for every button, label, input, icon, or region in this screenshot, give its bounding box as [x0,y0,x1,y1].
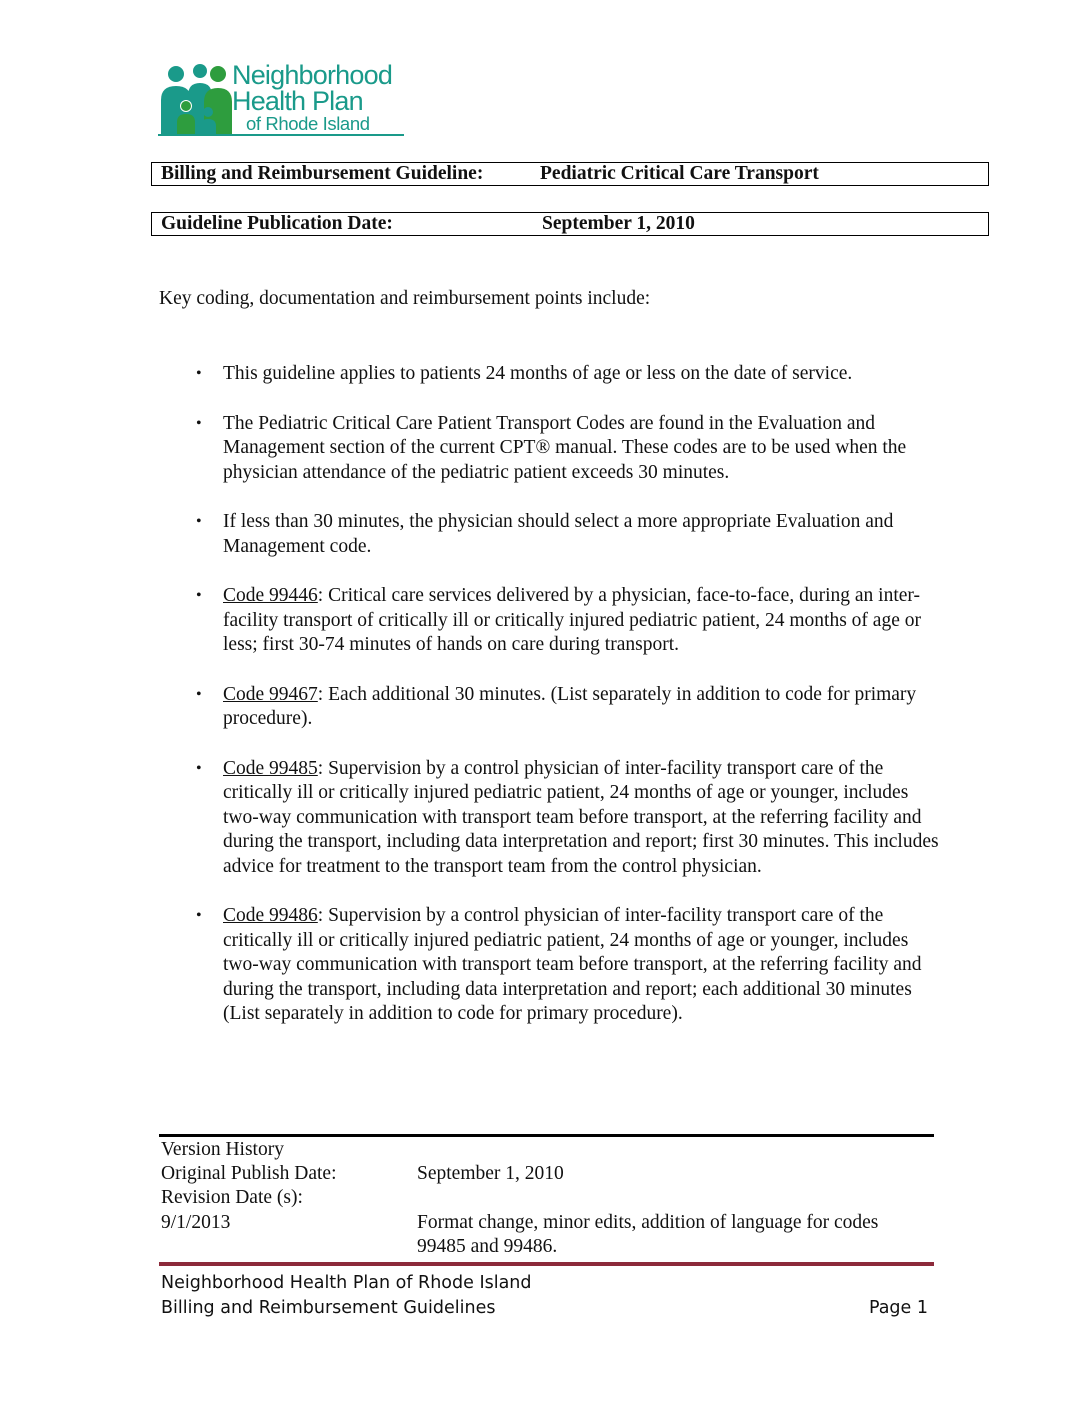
revision-description-line-2: 99485 and 99486. [417,1236,558,1257]
logo-underline [158,134,404,136]
code-label: Code 99467 [223,683,318,705]
logo-line-2: Health Plan [232,86,363,116]
page-number: Page 1 [868,1298,928,1318]
publication-date-box [151,212,989,236]
publication-date-label: Guideline Publication Date: [161,213,393,234]
guideline-title-box [151,162,989,186]
original-publish-value: September 1, 2010 [417,1163,564,1184]
list-item-text: : Supervision by a control physician of inter-facility transport care of the critically ill or critically injured pediatric patient, 24 months of age or younger, includes two-way communication with transport team before transport, at the referring facility and during the transport, including data interpretation and report; each additional 30 minutes (List separately in addition to code for primary procedure). [223,905,922,1024]
list-item-text: : Each additional 30 minutes. (List separately in addition to code for primary procedure). [223,683,917,729]
code-label: Code 99486 [223,905,318,926]
version-history-title: Version History [161,1139,284,1160]
list-item [196,412,943,486]
logo-line-3: of Rhode Island [246,113,370,134]
list-item-text: : Supervision by a control physician of inter-facility transport care of the critically ill or critically injured pediatric patient, 24 months of age or younger, includes two-way communication with transport team before transport, at the referring facility and during the transport, including data interpretation and report; first 30 minutes. This includes advice for treatment to the transport team from the control physician. [223,757,939,877]
revision-date-value: 9/1/2013 [161,1212,231,1233]
bullet-icon: • [196,685,202,703]
list-item [196,683,943,732]
footer-document-title: Billing and Reimbursement Guidelines [161,1298,496,1318]
guideline-title: Pediatric Critical Care Transport [540,163,819,184]
list-item-text: : Critical care services delivered by a physician, face-to-face, during an inter-facility transport of critically ill or critically injured pediatric patient, 24 months of age or less; first 30-74 minutes of hands on care during transport. [223,585,921,655]
list-item-text: The Pediatric Critical Care Patient Transport Codes are found in the Evaluation and Management section of the current CPT® manual. These codes are to be used when the physician attendance of the pediatric patient exceeds 30 minutes. [223,412,907,483]
list-item [196,510,943,559]
intro-text: Key coding, documentation and reimbursement points include: [159,288,651,309]
family-figures-icon [158,60,238,136]
list-item-text: If less than 30 minutes, the physician should select a more appropriate Evaluation and Management code. [223,511,894,557]
footer-organization: Neighborhood Health Plan of Rhode Island [161,1273,532,1293]
guideline-label: Billing and Reimbursement Guideline: [161,163,484,184]
bullet-icon: • [196,907,202,924]
list-item-text: This guideline applies to patients 24 months of age or less on the date of service. [223,363,853,384]
list-item [196,584,943,658]
revision-description-line-1: Format change, minor edits, addition of language for codes [417,1212,879,1233]
list-item [196,757,943,880]
publication-date-value: September 1, 2010 [542,213,695,234]
code-label: Code 99446 [223,585,318,606]
code-label: Code 99485 [223,757,318,779]
revision-date-label: Revision Date (s): [161,1187,303,1208]
bullet-icon: • [196,759,202,777]
bullet-icon: • [196,587,202,604]
bullet-icon: • [196,513,202,530]
footer-divider [159,1262,934,1266]
key-points-list [196,362,943,1027]
bullet-icon: • [196,414,202,432]
version-history-rule [159,1134,934,1137]
list-item [196,362,943,387]
company-logo [158,60,408,138]
logo-line-1: Neighborhood [232,60,393,90]
list-item [196,904,943,1027]
bullet-icon: • [196,365,202,382]
page-footer [161,1271,931,1318]
original-publish-label: Original Publish Date: [161,1163,337,1184]
